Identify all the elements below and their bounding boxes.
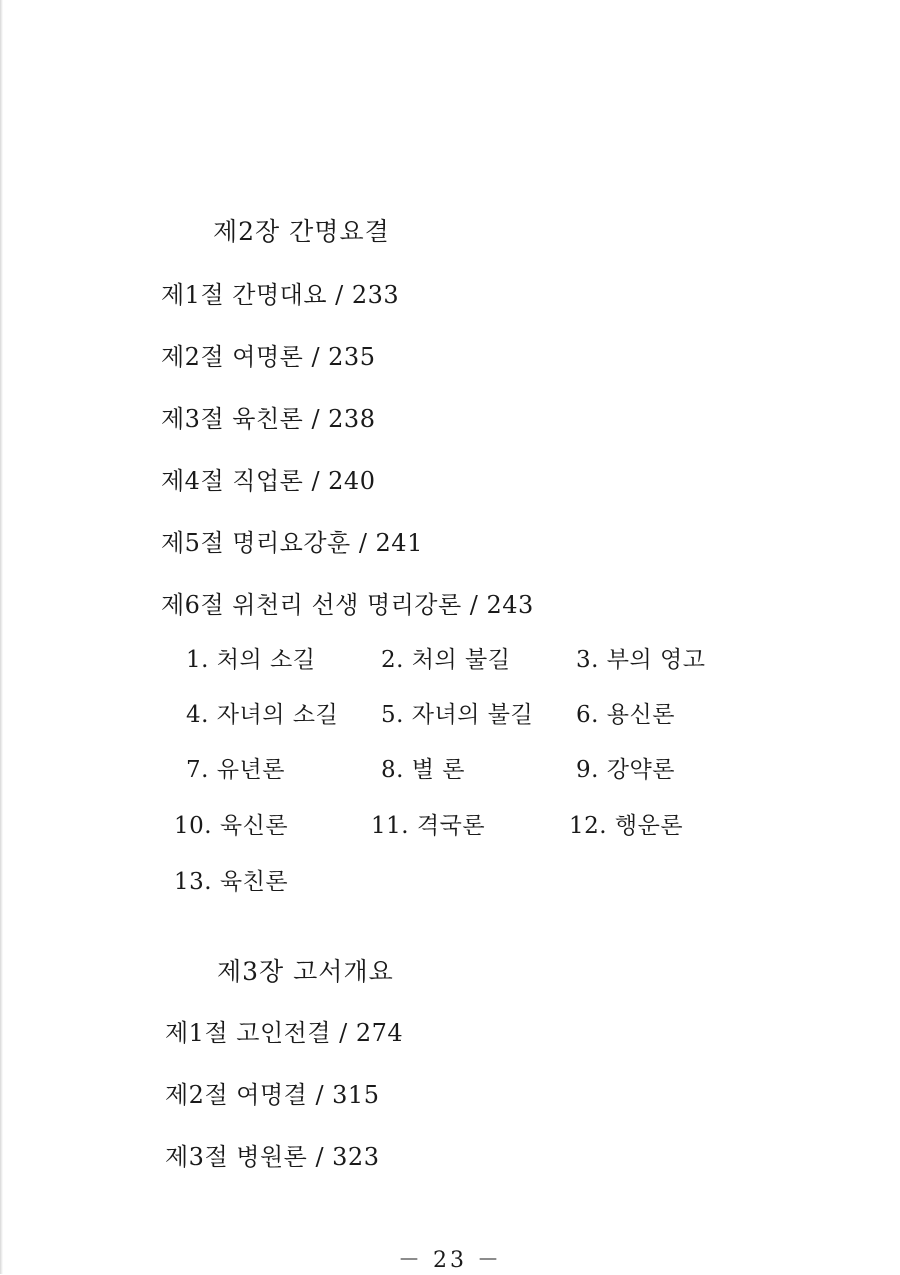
page-edge — [0, 0, 3, 1274]
subitem-11: 11. 격국론 — [371, 813, 486, 839]
subitem-12: 12. 행운론 — [569, 813, 684, 839]
toc-entry-ch2-s6: 제6절 위천리 선생 명리강론 / 243 — [161, 591, 534, 619]
toc-entry-ch2-s1: 제1절 간명대요 / 233 — [161, 281, 400, 309]
chapter-2-title: 제2장 간명요결 — [213, 217, 390, 246]
toc-entry-ch2-s2: 제2절 여명론 / 235 — [161, 343, 376, 371]
toc-entry-ch2-s5: 제5절 명리요강훈 / 241 — [161, 529, 423, 557]
subitem-1: 1. 처의 소길 — [186, 647, 316, 673]
subitem-3: 3. 부의 영고 — [576, 647, 706, 673]
subitem-13: 13. 육친론 — [174, 869, 289, 895]
subitem-8: 8. 별 론 — [381, 757, 466, 783]
subitem-10: 10. 육신론 — [174, 813, 289, 839]
toc-entry-ch2-s3: 제3절 육친론 / 238 — [161, 405, 376, 433]
page-number: － 23 － — [398, 1248, 502, 1273]
toc-entry-ch2-s4: 제4절 직업론 / 240 — [161, 467, 376, 495]
subitem-2: 2. 처의 불길 — [381, 647, 511, 673]
subitem-7: 7. 유년론 — [186, 757, 285, 783]
subitem-9: 9. 강약론 — [576, 757, 675, 783]
subitem-5: 5. 자녀의 불길 — [381, 702, 534, 728]
chapter-3-title: 제3장 고서개요 — [217, 957, 394, 986]
toc-entry-ch3-s1: 제1절 고인전결 / 274 — [165, 1019, 404, 1047]
subitem-4: 4. 자녀의 소길 — [186, 702, 339, 728]
toc-entry-ch3-s3: 제3절 병원론 / 323 — [165, 1143, 380, 1171]
subitem-6: 6. 용신론 — [576, 702, 675, 728]
toc-entry-ch3-s2: 제2절 여명결 / 315 — [165, 1081, 380, 1109]
